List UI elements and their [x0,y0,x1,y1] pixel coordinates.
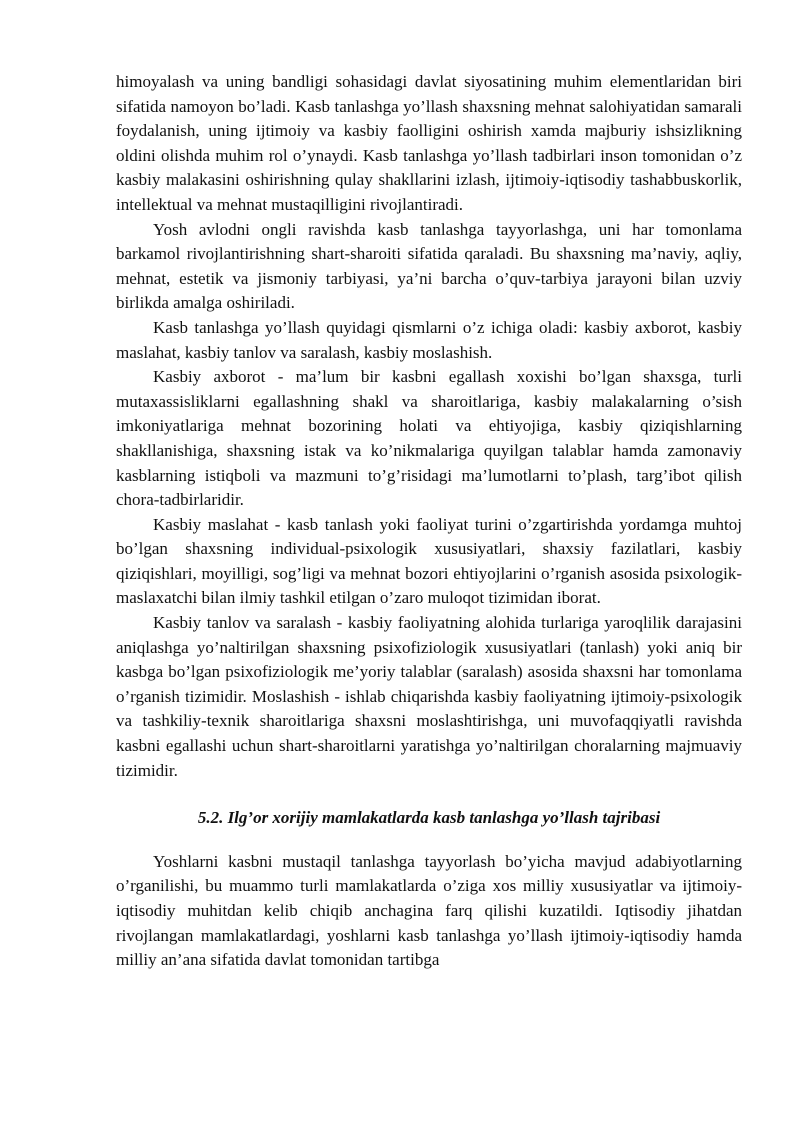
section-heading: 5.2. Ilg’or xorijiy mamlakatlarda kasb tanlashga yo’llash tajribasi [197,808,661,828]
paragraph-6: Kasbiy tanlov va saralash - kasbiy faoliyatning alohida turlariga yaroqlilik darajasini aniqlashga yo’naltirilgan shaxsning psixofiziologik xususiyatlari (tanlash) yoki aniq bir kasbga bo’lgan psixofiziologik me’yoriy talablar (saralash) asosida shaxsni har tomonlama o’rganish tizimidir. Moslashish - ishlab chiqarishda kasbiy faoliyatning ijtimoiy-psixologik va tashkiliy-texnik sharoitlariga shaxsni moslashtirishga, uni muvofaqqiyatli ravishda kasbni egallashi uchun shart-sharoitlarni yaratishga yo’naltirilgan choralarning majmuaviy tizimidir. [116,613,742,780]
paragraph-7: Yoshlarni kasbni mustaqil tanlashga tayyorlash bo’yicha mavjud adabiyotlarning o’rganilishi, bu muammo turli mamlakatlarda o’ziga xos milliy xususiyatlar va ijtimoiy-iqtisodiy muhitdan kelib chiqib anchagina farq qilishi kuzatildi. Iqtisodiy jihatdan rivojlangan mamlakatlardagi, yoshlarni kasb tanlashga yo’llash ijtimoiy-iqtisodiy hamda milliy an’ana sifatida davlat tomonidan tartibga [116,851,742,970]
paragraph-3: Kasb tanlashga yo’llash quyidagi qismlarni o’z ichiga oladi: kasbiy axborot, kasbiy maslahat, kasbiy tanlov va saralash, kasbiy moslashish. [116,317,742,362]
document-page [116,70,742,973]
paragraph-4: Kasbiy axborot - ma’lum bir kasbni egallash xoxishi bo’lgan shaxsga, turli mutaxassisliklarni egallashning shakl va sharoitlariga, kasbiy malakalarning o’sish imkoniyatlariga mehnat bozorining holati va ehtiyojiga, kasbiy qiziqishlarning shakllanishiga, shaxsning istak va ko’nikmalariga quyilgan talablar hamda zamonaviy kasblarning istiqboli va mazmuni to’g’risidagi ma’lumotlarni to’plash, targ’ibot qilish chora-tadbirlaridir. [116,367,742,510]
paragraph-5: Kasbiy maslahat - kasb tanlash yoki faoliyat turini o’zgartirishda yordamga muhtoj bo’lgan shaxsning individual-psixologik xususiyatlari, shaxsiy fazilatlari, kasbiy qiziqishlari, moyilligi, sog’ligi va mehnat bozori ehtiyojlarini o’rganish asosida psixologik-maslaxatchi bilan ilmiy tashkil etilgan o’zaro muloqot tizimidan iborat. [116,514,742,608]
paragraph-1: himoyalash va uning bandligi sohasidagi davlat siyosatining muhim elementlaridan biri sifatida namoyon bo’ladi. Kasb tanlashga yo’llash shaxsning mehnat salohiyatidan samarali foydalanish, uning ijtimoiy va kasbiy faolligini oshirish xamda majburiy ishsizlikning oldini olishda muhim rol o’ynaydi. Kasb tanlashga yo’llash tadbirlari inson tomonidan o’z kasbiy malakasini oshirishning qulay shakllarini izlash, ijtimoiy-iqtisodiy tashabbuskorlik, intellektual va mehnat mustaqilligini rivojlantiradi. [116,72,742,214]
paragraph-2: Yosh avlodni ongli ravishda kasb tanlashga tayyorlashga, uni har tomonlama barkamol rivojlantirishning shart-sharoiti sifatida qaraladi. Bu shaxsning ma’naviy, aqliy, mehnat, estetik va jismoniy tarbiyasi, ya’ni barcha o’quv-tarbiya jarayoni bilan uzviy birlikda amalga oshiriladi. [116,219,742,313]
